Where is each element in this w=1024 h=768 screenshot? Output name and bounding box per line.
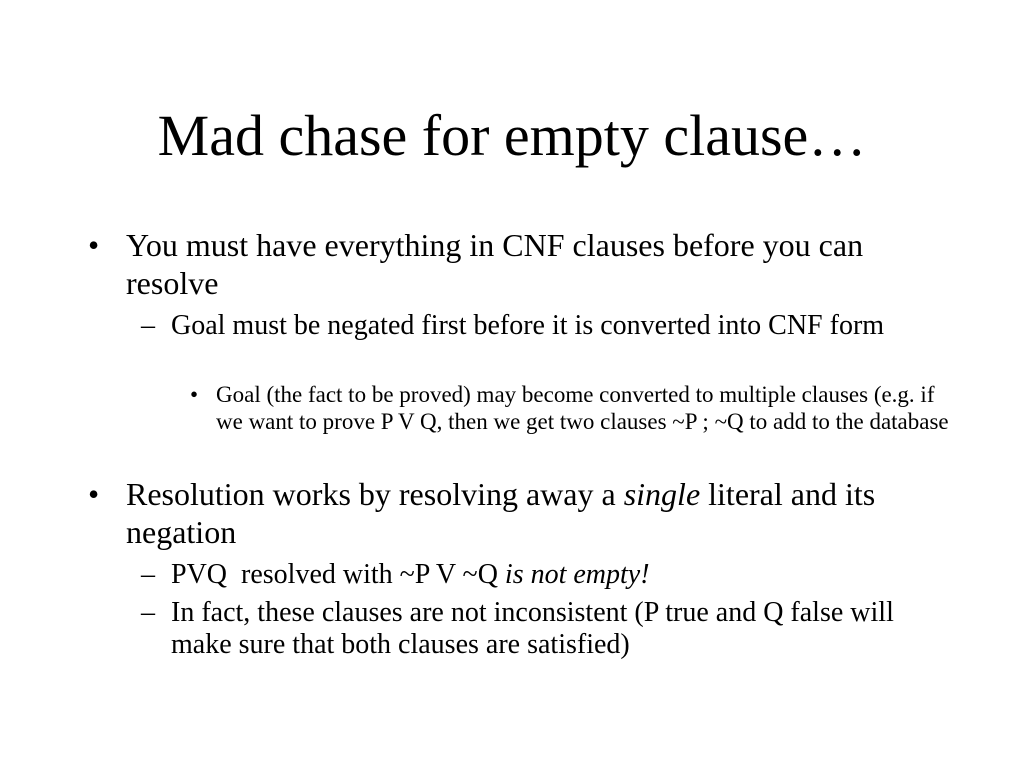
sub-bullet-1-1 [141, 310, 921, 342]
sub-sub-bullet-marker: • [190, 382, 199, 407]
bullet-2 [88, 475, 928, 551]
bullet-1 [88, 226, 928, 302]
sub-bullet-2-2 [141, 597, 921, 661]
sub-sub-bullet-1-1-1 [190, 381, 950, 435]
sub-bullet-text-part: PVQ resolved with ~P V ~Q [171, 559, 505, 590]
sub-bullet-text: Goal must be negated first before it is converted into CNF form [171, 310, 885, 341]
sub-bullet-2-1 [141, 559, 921, 591]
slide-title: Mad chase for empty clause… [157, 103, 867, 168]
sub-bullet-marker: – [141, 310, 155, 341]
bullet-marker: • [88, 227, 100, 263]
sub-bullet-marker: – [141, 597, 155, 628]
bullet-text-part: literal and its negation [126, 476, 876, 550]
sub-bullet-text-italic: is not empty! [504, 559, 650, 590]
sub-sub-bullet-text: Goal (the fact to be proved) may become converted to multiple clauses (e.g. if we want to prove P V Q, then we get two clauses ~P ; ~Q to add to the database [216, 382, 949, 434]
bullet-text-italic: single [623, 476, 701, 512]
sub-bullet-text [171, 559, 921, 591]
bullet-text [126, 475, 928, 551]
sub-bullet-text: In fact, these clauses are not inconsistent (P true and Q false will make sure that both clauses are satisfied) [171, 597, 894, 660]
bullet-text-part: Resolution works by resolving away a [126, 476, 624, 512]
bullet-marker: • [88, 476, 100, 512]
sub-bullet-marker: – [141, 559, 155, 590]
bullet-text: You must have everything in CNF clauses before you can resolve [126, 227, 864, 301]
